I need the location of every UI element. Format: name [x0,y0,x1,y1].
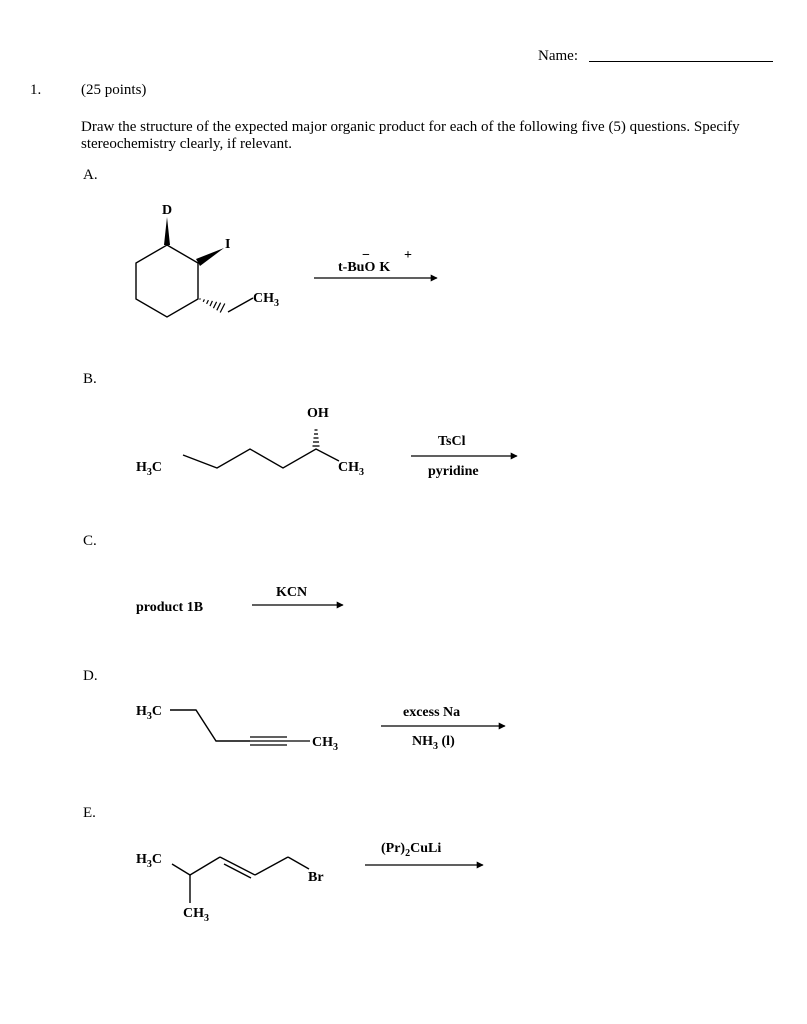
question-number: 1. [30,82,42,98]
part-b-label: B. [83,371,97,387]
group-ch3-d: $CH_3$ [312,735,338,753]
reagent-pyridine: pyridine [428,464,479,479]
charge-minus: − [362,248,370,263]
atom-d: D [162,203,173,218]
name-label: Name: [538,48,578,64]
reagent-excess-na: excess Na [403,705,461,720]
wedge-bond-d [164,217,170,245]
part-e-structure [136,852,324,924]
group-h3c-e: $H_3C$ [136,852,163,870]
reactant-product-1b: product 1B [136,600,204,615]
carbon-chain-d [170,710,250,741]
wedge-bond-i [196,248,224,266]
reagent-pr2culi: $(Pr)_2CuLi$ [381,841,442,859]
atom-br: Br [308,870,324,885]
question-instructions: Draw the structure of the expected major organic product for each of the following five (5) questions. Specify stereochemistry clearly, if relevant. [81,119,740,152]
group-ch3-a: $CH_3$ [253,291,279,309]
group-h3c-b: $H_3C$ [136,460,163,478]
bond-c2-c3 [190,857,220,875]
part-a-reagent [314,248,437,278]
part-e-reagent [365,841,483,865]
part-c-reaction [136,585,343,615]
cyclohexane-ring [136,245,198,317]
part-d-label: D. [83,668,98,684]
reagent-kcn: KCN [276,585,308,600]
part-b-reagent [411,434,517,479]
reagent-tscl: TsCl [438,434,466,449]
question-points: (25 points) [81,82,147,98]
reagent-tbuok: t-BuO K [338,260,391,275]
hash-bond-ethyl [200,298,225,312]
triple-bond [250,737,310,745]
group-oh: OH [307,406,329,421]
group-ch3-b: $CH_3$ [338,460,364,478]
bond-c4-c5 [255,857,288,875]
part-a-label: A. [83,167,98,183]
atom-i: I [225,237,231,252]
carbon-chain-b [183,449,339,468]
part-e-label: E. [83,805,96,821]
part-a-structure [136,203,279,317]
part-d-reagent [381,705,505,752]
reagent-nh3-liquid: $NH_3$ (l) [412,734,455,752]
group-ch3-e: $CH_3$ [183,906,209,924]
double-bond-main [220,857,255,875]
hash-bond-oh [313,430,320,446]
group-h3c-d: $H_3C$ [136,704,163,722]
bond-ethyl [228,298,253,312]
charge-plus: + [404,248,412,263]
part-d-structure [136,704,338,753]
bond-c5-br [288,857,309,869]
bond-c1-c2 [172,864,190,875]
part-b-structure [136,406,364,478]
part-c-label: C. [83,533,97,549]
